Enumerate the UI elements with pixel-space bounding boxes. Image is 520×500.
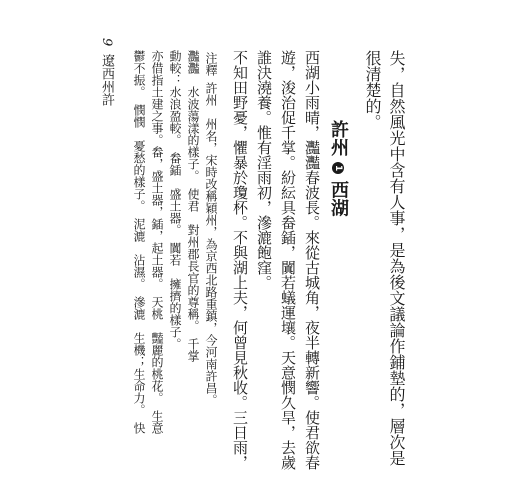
notes-line: 灩灩 水波蕩漾的樣子。 使君 對州郡長官的尊稱。 千掌 bbox=[186, 50, 200, 362]
notes-line: 動較：水浪盈較。 畚鍤 盛土器。 闐若 擁擠的樣子。 bbox=[168, 50, 182, 350]
notes-line: 許州 州名，宋時改稱穎州，為京西北路重鎮，今河南許昌。 bbox=[204, 81, 218, 406]
note-marker: 1 bbox=[332, 162, 344, 174]
poem-title bbox=[324, 120, 352, 470]
page-number: 9 bbox=[99, 38, 114, 47]
spacer bbox=[352, 50, 360, 470]
poem-title-name: 許州 bbox=[328, 120, 349, 156]
intro-line: 失，自然風光中含有人事，是為後文議論作鋪墊的，層次是很清楚的。 bbox=[363, 50, 406, 466]
notes-heading bbox=[202, 50, 220, 470]
poem-subtitle: 西湖 bbox=[328, 180, 349, 217]
poem-line: 西湖小雨晴，灩灩春波長。來從古城角，夜半轉新響。使君欲春 bbox=[303, 50, 321, 470]
book-title: 遼西州許 bbox=[99, 54, 114, 107]
poem-line: 不知田野憂，懼暴於瓊杯。不與湖上夫，何曾見秋收。三日雨， bbox=[231, 50, 249, 470]
notes-line: 亦借指土建之事。畚，盛土器，鍤，起土器。 天桃 豔麗的桃花。 生意 bbox=[150, 50, 164, 434]
page-content bbox=[128, 50, 408, 470]
poem-line: 遊，浚治促千掌。紛紜具畚鍤，闐若蟻運壤。天意憫久旱，去歲 bbox=[279, 50, 297, 470]
notes-line: 鬱不振。 憫憫 憂愁的樣子。 泥漉 沾濕。 滲漉 生機；生命力。 快 bbox=[132, 50, 146, 434]
spacer bbox=[220, 50, 228, 470]
page-header bbox=[96, 38, 116, 208]
poem-line: 誰決澆養。惟有淫雨初，滲漉飽窪。 bbox=[255, 50, 273, 290]
notes-label: 注釋 bbox=[204, 52, 218, 76]
